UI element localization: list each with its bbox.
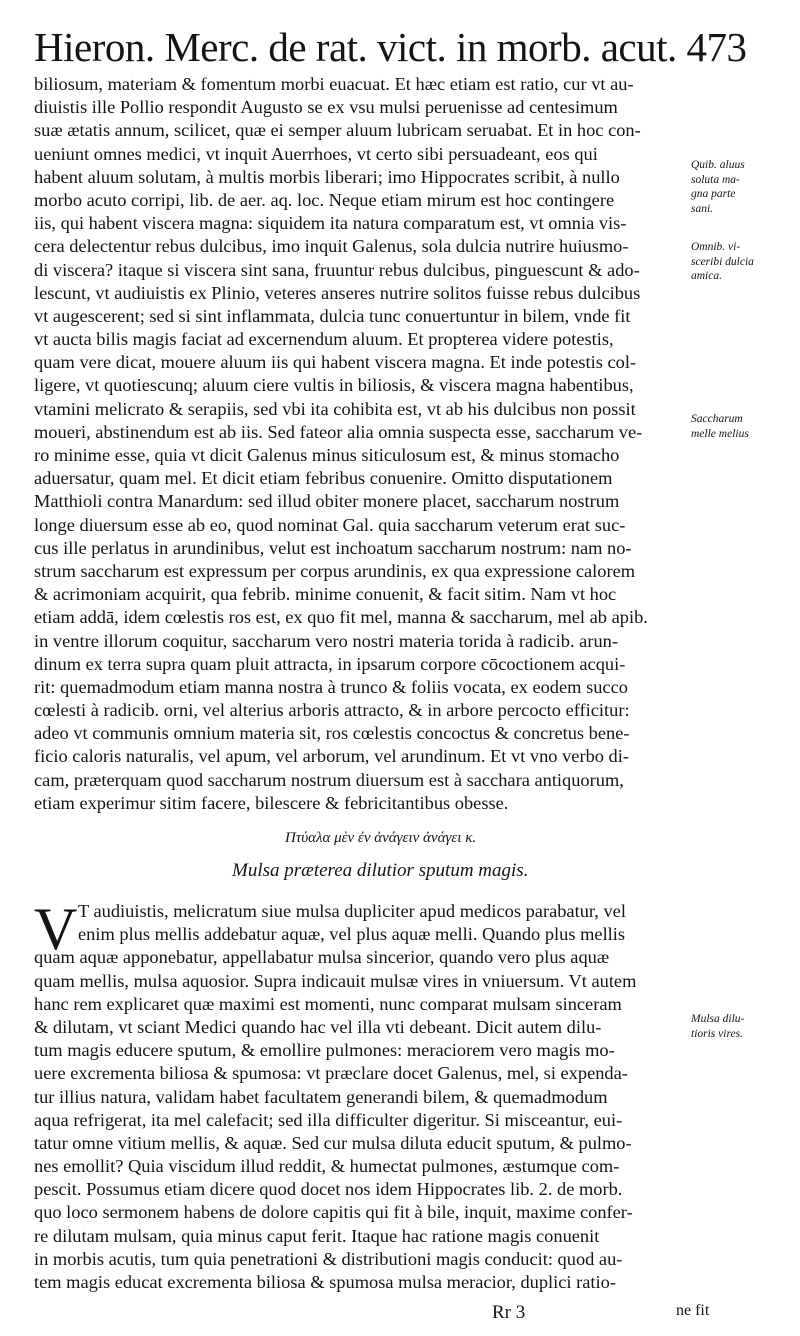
text-line: ficio caloris naturalis, vel apum, vel arborum, vel arundinum. Et vt vno verbo di- [34, 746, 629, 767]
text-line: moueri, abstinendum est ab iis. Sed fateor alia omnia suspecta esse, saccharum ve- [34, 421, 643, 442]
margin-note-line: tioris vires. [691, 1027, 743, 1040]
paragraph-2 [34, 896, 684, 1294]
margin-note-4 [691, 1012, 795, 1041]
text-line: strum saccharum est expressum per corpus arundinis, ex qua expressione calorem [34, 560, 636, 581]
text-line: dinum ex terra supra quam pluit attracta, in ipsarum corpore cōcoctionem acqui- [34, 653, 626, 674]
text-line: cœlesti à radicib. orni, vel alterius arboris attracto, & in arbore percocto efficitur: [34, 700, 630, 721]
text-line: Matthioli contra Manardum: sed illud obiter monere placet, saccharum nostrum [34, 491, 620, 512]
catchword: ne fit [676, 1302, 710, 1319]
margin-note-line: soluta ma- [691, 173, 740, 186]
margin-note-2 [691, 240, 795, 284]
text-line: vt augescerent; sed si sint inflammata, dulcia tunc conuertuntur in bilem, vnde fit [34, 305, 631, 326]
margin-note-line: gna parte [691, 188, 736, 200]
text-line: suæ ætatis annum, scilicet, quæ ei semper aluum lubricam seruabat. Et in hoc con- [34, 120, 641, 141]
text-line: aqua refrigerat, ita mel calefacit; sed illa difficulter digeritur. Si misceantur, eui- [34, 1109, 623, 1130]
text-line: vtamini melicrato & serapiis, sed vbi ita cohibita est, vt ab his dulcibus non possit [34, 398, 636, 419]
text-line: quam aquæ apponebatur, appellabatur mulsa sincerior, quando vero plus aquæ [34, 947, 610, 968]
text-line: quo loco sermonem habens de dolore capitis qui fit à bile, inquit, maxime confer- [34, 1202, 633, 1223]
text-line: ligere, vt quotiescunq; aluum ciere vultis in biliosis, & viscera magna habentibus, [34, 375, 634, 396]
text-line: & acrimoniam acquirit, qua febrib. minime conuenit, & facit sitim. Nam vt hoc [34, 584, 617, 605]
text-line: T audiuistis, melicratum siue mulsa dupliciter apud medicos parabatur, vel [78, 901, 626, 921]
margin-note-1 [691, 158, 795, 216]
margin-note-line: Omnib. vi- [691, 241, 741, 253]
text-line: tem magis educat excrementa biliosa & spumosa mulsa meracior, duplici ratio- [34, 1272, 616, 1292]
text-line: ro minime esse, quia vt dicit Galenus minus siticulosum est, & minus stomacho [34, 445, 620, 465]
margin-note-line: amica. [691, 270, 722, 282]
text-line: nes emollit? Quia viscidum illud reddit, & humectat pulmones, æstumque com- [34, 1156, 620, 1177]
section-heading: Mulsa præterea dilutior sputum magis. [232, 860, 529, 881]
text-line: vt aucta bilis magis faciat ad excernendum aluum. Et propterea videre potestis, [34, 329, 614, 350]
margin-note-3 [691, 412, 795, 441]
drop-cap: V [34, 896, 78, 962]
margin-note-line: Saccharum [691, 413, 743, 425]
text-line: longe diuersum esse ab eo, quod nominat Gal. quia saccharum veterum erat suc- [34, 514, 626, 535]
text-line: tur illius natura, validam habet facultatem generandi bilem, & quemadmodum [34, 1086, 608, 1107]
text-line: tatur omne vitium mellis, & aquæ. Sed cur mulsa diluta educit sputum, & pulmo- [34, 1132, 632, 1153]
text-line: aduersatur, quam mel. Et dicit etiam febribus conuenire. Omitto disputationem [34, 468, 613, 489]
text-line: hanc rem explicaret quæ maximi est momenti, nunc comparat mulsam sinceram [34, 993, 622, 1014]
text-line: cam, præterquam quod saccharum nostrum diuersum est à sacchara antiquorum, [34, 769, 624, 790]
text-line: di viscera? itaque si viscera sint sana, fruuntur rebus dulcibus, pinguescunt & ado- [34, 259, 640, 280]
text-line: in ventre illorum coquitur, saccharum vero nostri materia torida à radicib. arun- [34, 630, 618, 651]
text-line: biliosum, materiam & fomentum morbi euacuat. Et hæc etiam est ratio, cur vt au- [34, 74, 634, 94]
text-line: re dilutam mulsam, quia minus caput ferit. Itaque hac ratione magis conuenit [34, 1225, 600, 1246]
text-line: uere excrementa biliosa & spumosa: vt præclare docet Galenus, mel, si expenda- [34, 1063, 628, 1084]
text-line: in morbis acutis, tum quia penetrationi & distributioni magis conducit: quod au- [34, 1248, 623, 1269]
greek-lemma: Πτύαλα μὲν ἐν ἀνάγειν ἀνάγει κ. [285, 830, 477, 846]
text-line: enim plus mellis addebatur aquæ, vel plus aquæ melli. Quando plus mellis [78, 924, 626, 945]
text-line: tum magis educere sputum, & emollire pulmones: meraciorem vero magis mo- [34, 1040, 615, 1061]
text-line: diuistis ille Pollio respondit Augusto se ex vsu mulsi peruenisse ad centesimum [34, 97, 618, 118]
paragraph-1 [34, 73, 684, 815]
text-line: morbo acuto corripi, lib. de aer. aq. loc. Neque etiam mirum est hoc contingere [34, 189, 615, 210]
text-line: & dilutam, vt sciant Medici quando hac vel illa vti debeant. Dicit autem dilu- [34, 1016, 602, 1037]
signature-mark: Rr 3 [492, 1302, 526, 1323]
text-line: ueniunt omnes medici, vt inquit Auerrhoes, vt certo sibi persuadeant, eos qui [34, 143, 598, 164]
running-head: Hieron. Merc. de rat. vict. in morb. acut. 473 [34, 24, 747, 70]
margin-note-line: sceribi dulcia [691, 255, 754, 268]
margin-note-line: Quib. aluus [691, 159, 745, 171]
text-line: rit: quemadmodum etiam manna nostra à trunco & foliis vocata, ex eodem succo [34, 676, 628, 697]
text-line: habent aluum solutam, à multis morbis liberari; imo Hippocrates scribit, à nullo [34, 166, 620, 187]
text-line: etiam experimur sitim facere, bilescere & febricitantibus obesse. [34, 792, 509, 813]
text-line: pescit. Possumus etiam dicere quod docet nos idem Hippocrates lib. 2. de morb. [34, 1179, 623, 1200]
margin-note-line: sani. [691, 202, 714, 215]
text-line: cera delectentur rebus dulcibus, imo inquit Galenus, sola dulcia nutrire huiusmo- [34, 236, 629, 257]
text-line: adeo vt communis omnium materia sit, ros cœlestis concoctus & concretus bene- [34, 723, 630, 744]
text-line: cus ille perlatus in arundinibus, velut est inchoatum saccharum nostrum: nam no- [34, 537, 632, 558]
margin-note-line: Mulsa dilu- [691, 1013, 745, 1025]
text-line: quam mellis, mulsa aquosior. Supra indicauit mulsæ vires in vniuersum. Vt autem [34, 970, 637, 991]
margin-note-line: melle melius [691, 427, 749, 440]
text-line: iis, qui habent viscera magna: siquidem ita natura comparatum est, vt omnia vis- [34, 213, 627, 234]
text-line: quam vere dicat, mouere aluum iis qui habent viscera magna. Et inde potestis col- [34, 352, 637, 373]
text-line: lescunt, vt audiuistis ex Plinio, veteres anseres nutrire solitos fuisse rebus dulcibus [34, 282, 641, 303]
text-line: etiam addā, idem cœlestis ros est, ex quo fit mel, manna & saccharum, mel ab apib. [34, 607, 648, 628]
